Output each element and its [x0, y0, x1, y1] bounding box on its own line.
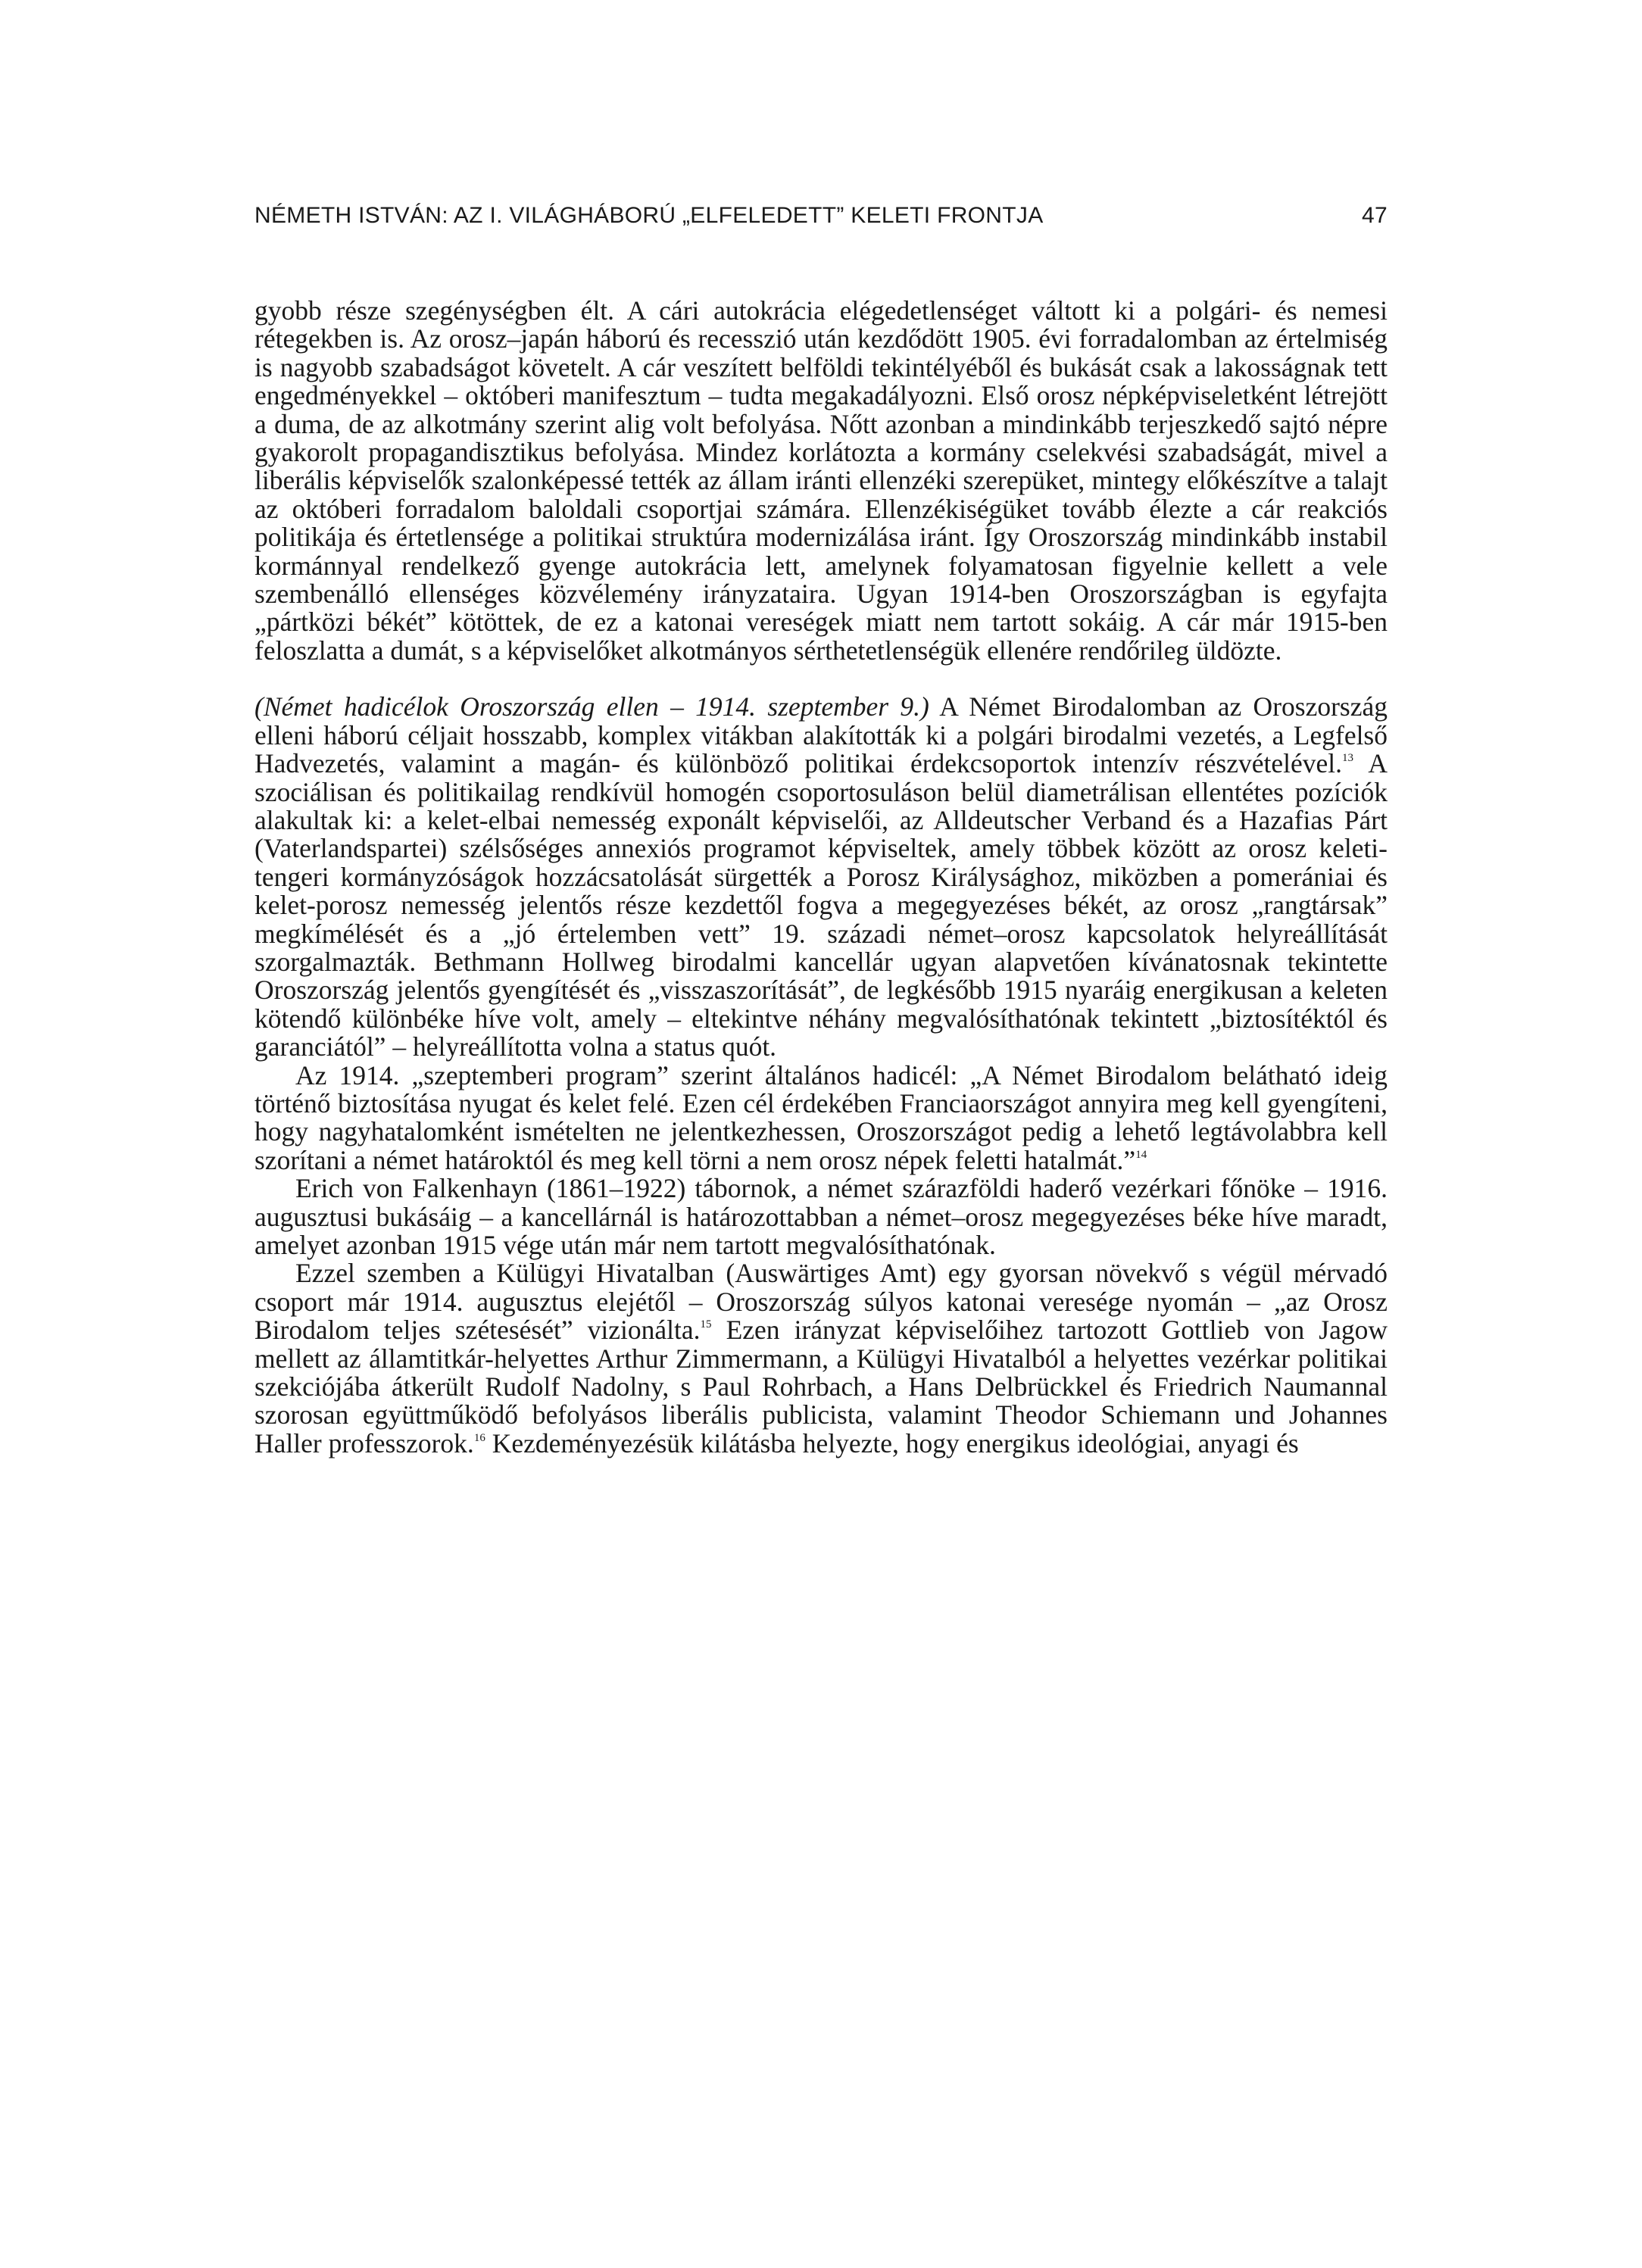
paragraph-5-text-c: Kezdeményezésük kilátásba helyezte, hogy energikus ideológiai, anyagi és [485, 1427, 1299, 1458]
paragraph-5-text-a: Ezzel szemben a Külügyi Hivatalban (Auswärtiges Amt) egy gyorsan növekvő s végül mérvadó csoport már 1914. augusztus elejétől – Oroszország súlyos katonai veresége nyomán – „az Orosz Birodalom teljes szétesését” vizionálta. [254, 1258, 1388, 1346]
running-title: NÉMETH ISTVÁN: AZ I. VILÁGHÁBORÚ „ELFELEDETT” KELETI FRONTJA [254, 203, 1044, 228]
paragraph-1 [254, 297, 1388, 665]
paragraph-2 [254, 693, 1388, 1061]
running-header [254, 203, 1388, 229]
page-number: 47 [1362, 203, 1388, 228]
document-page [254, 0, 1388, 2268]
footnote-ref-14: 14 [1135, 1148, 1147, 1161]
paragraph-3 [254, 1059, 1388, 1175]
paragraph-2-text-a: A Német Birodalomban az Oroszország elleni háború céljait hosszabb, komplex vitákban alakították ki a polgári birodalmi vezetés, a Legfelső Hadvezetés, valamint a magán- és különböző politikai érdekcsoportok intenzív részvételével. [254, 691, 1388, 779]
paragraph-4 [254, 1175, 1388, 1259]
paragraph-4-text: Erich von Falkenhayn (1861–1922) tábornok, a német szárazföldi haderő vezérkari főnöke – 1916. augusztusi bukásáig – a kancellárnál is határozottabban a német–orosz megegyezéses béke híve maradt, amelyet azonban 1915 vége után már nem tartott megvalósíthatónak. [254, 1173, 1388, 1260]
body-text [254, 297, 1388, 1458]
paragraph-3-text: Az 1914. „szeptemberi program” szerint általános hadicél: „A Német Birodalom belátható ideig történő biztosítása nyugat és kelet felé. Ezen cél érdekében Franciaországot annyira meg kell gyengíteni, hogy nagyhatalomként ismételten ne jelentkezhessen, Oroszországot pedig a lehető legtávolabbra kell szorítani a német határoktól és meg kell törni a nem orosz népek feletti hatalmát.” [254, 1059, 1388, 1175]
paragraph-5-text-b: Ezen irányzat képviselőihez tartozott Gottlieb von Jagow mellett az államtitkár-helyettes Arthur Zimmermann, a Külügyi Hivatalból a helyettes vezérkar politikai szekciójába átkerült Rudolf Nadolny, s Paul Rohrbach, a Hans Delbrückkel és Friedrich Naumannal szorosan együttműködő befolyásos liberális publicista, valamint Theodor Schiemann und Johannes Haller professzorok. [254, 1315, 1388, 1458]
paragraph-1-text: gyobb része szegénységben élt. A cári autokrácia elégedetlenséget váltott ki a polgári- és nemesi rétegekben is. Az orosz–japán háború és recesszió után kezdődött 1905. évi forradalomban az értelmiség is nagyobb szabadságot követelt. A cár veszített belföldi tekintélyéből és bukását csak a lakosságnak tett engedményekkel – októberi manifesztum – tudta megakadályozni. Első orosz népképviseletként létrejött a duma, de az alkotmány szerint alig volt befolyása. Nőtt azonban a mindinkább terjeszkedő sajtó népre gyakorolt propagandisztikus befolyása. Mindez korlátozta a kormány cselekvési szabadságát, mivel a liberális képviselők szalonképessé tették az állam iránti ellenzéki szerepüket, mintegy előkészítve a talajt az októberi forradalom baloldali csoportjai számára. Ellenzékiségüket tovább élezte a cár reakciós politikája és értetlensége a politikai struktúra modernizálása iránt. Így Oroszország mindinkább instabil kormánnyal rendelkező gyenge autokrácia lett, amelynek folyamatosan figyelnie kellett a vele szembenálló ellenséges közvélemény irányzataira. Ugyan 1914-ben Oroszországban is egyfajta „pártközi békét” kötöttek, de ez a katonai vereségek miatt nem tartott sokáig. A cár már 1915-ben feloszlatta a dumát, s a képviselőket alkotmányos sérthetetlenségük ellenére rendőrileg üldözte. [254, 295, 1388, 666]
footnote-ref-13: 13 [1341, 752, 1353, 765]
section-heading: (Német hadicélok Oroszország ellen – 1914. szeptember 9.) [254, 691, 929, 722]
footnote-ref-15: 15 [700, 1318, 712, 1331]
footnote-ref-16: 16 [473, 1431, 485, 1444]
paragraph-5 [254, 1259, 1388, 1458]
paragraph-2-text-b: A szociálisan és politikailag rendkívül homogén csoportosuláson belül diametrálisan ellentétes pozíciók alakultak ki: a kelet-elbai nemesség exponált képviselői, az Alldeutscher Verband és a Hazafias Párt (Vaterlandspartei) szélsőséges annexiós programot képviseltek, amely többek között az orosz keleti-tengeri kormányzóságok hozzácsatolását sürgették a Porosz Királysághoz, miközben a pomerániai és kelet-porosz nemesség jelentős része kezdettől fogva a megegyezéses békét, az orosz „rangtársak” megkímélését és a „jó értelemben vett” 19. századi német–orosz kapcsolatok helyreállítását szorgalmazták. Bethmann Hollweg birodalmi kancellár ugyan alapvetően kívánatosnak tekintette Oroszország jelentős gyengítését és „visszaszorítását”, de legkésőbb 1915 nyaráig energikusan a keleten kötendő különbéke híve volt, amely – eltekintve néhány megvalósíthatónak tekintett „biztosítéktól és garanciától” – helyreállította volna a status quót. [254, 748, 1388, 1062]
